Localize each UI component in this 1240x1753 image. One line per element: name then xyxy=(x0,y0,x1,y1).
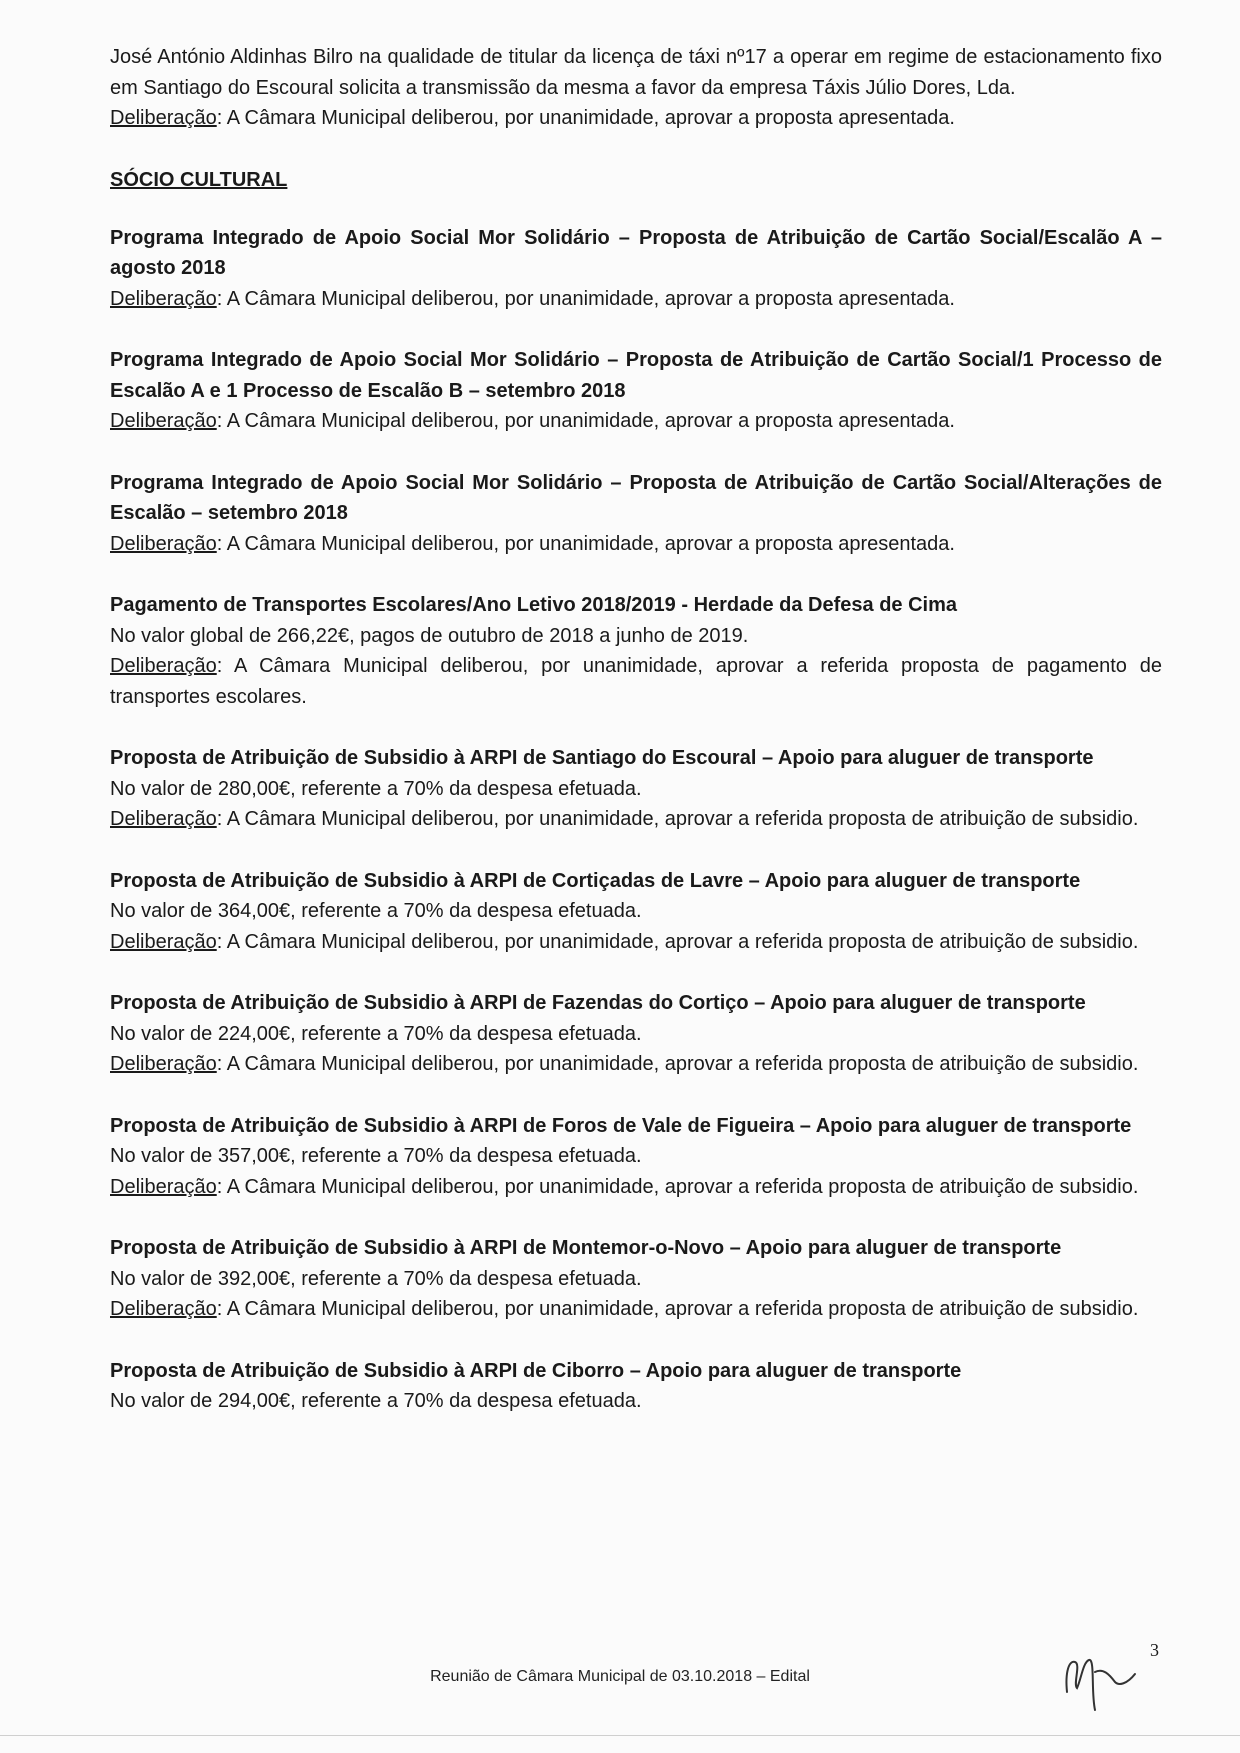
item-title: Programa Integrado de Apoio Social Mor Solidário – Proposta de Atribuição de Cartão Social/Alterações de Escalão – setembro 2018 xyxy=(110,471,1162,524)
deliberation-line xyxy=(110,529,1162,560)
item-title: Proposta de Atribuição de Subsidio à ARPI de Santiago do Escoural – Apoio para aluguer de transporte xyxy=(110,747,1094,769)
item-title: Proposta de Atribuição de Subsidio à ARPI de Montemor-o-Novo – Apoio para aluguer de transporte xyxy=(110,1237,1062,1259)
deliberation-line xyxy=(110,804,1162,835)
item-block xyxy=(110,345,1162,437)
item-value: No valor de 392,00€, referente a 70% da despesa efetuada. xyxy=(110,1267,642,1290)
deliberation-text: : A Câmara Municipal deliberou, por unanimidade, aprovar a proposta apresentada. xyxy=(216,532,955,555)
item-block xyxy=(110,468,1162,560)
deliberation-label: Deliberação xyxy=(110,808,217,830)
deliberation-label: Deliberação xyxy=(110,1298,217,1320)
deliberation-label: Deliberação xyxy=(110,107,217,129)
deliberation-text: : A Câmara Municipal deliberou, por unanimidade, aprovar a referida proposta de atribuição de subsidio. xyxy=(216,1053,1139,1075)
deliberation-text: : A Câmara Municipal deliberou, por unanimidade, aprovar a referida proposta de atribuição de subsidio. xyxy=(216,1298,1139,1320)
item-block xyxy=(110,1233,1162,1325)
item-block xyxy=(110,590,1162,712)
item-block xyxy=(110,988,1162,1080)
item-block xyxy=(110,223,1162,315)
deliberation-text: : A Câmara Municipal deliberou, por unanimidade, aprovar a proposta apresentada. xyxy=(216,410,955,432)
item-value: No valor global de 266,22€, pagos de outubro de 2018 a junho de 2019. xyxy=(110,624,749,647)
item-title: Proposta de Atribuição de Subsidio à ARPI de Ciborro – Apoio para aluguer de transporte xyxy=(110,1359,962,1382)
intro-block xyxy=(110,42,1162,134)
deliberation-line xyxy=(110,1294,1162,1325)
item-value: No valor de 364,00€, referente a 70% da despesa efetuada. xyxy=(110,900,642,922)
item-block xyxy=(110,866,1162,958)
deliberation-label: Deliberação xyxy=(110,655,217,677)
deliberation-line xyxy=(110,1049,1162,1080)
deliberation-label: Deliberação xyxy=(110,1053,217,1075)
deliberation-label: Deliberação xyxy=(110,532,217,555)
deliberation-line xyxy=(110,103,1162,134)
deliberation-line xyxy=(110,406,1162,437)
item-value: No valor de 294,00€, referente a 70% da despesa efetuada. xyxy=(110,1390,642,1412)
item-value: No valor de 280,00€, referente a 70% da despesa efetuada. xyxy=(110,777,642,800)
intro-text: José António Aldinhas Bilro na qualidade de titular da licença de táxi nº17 a operar em regime de estacionamento fixo em Santiago do Escoural solicita a transmissão da mesma a favor da empresa Táxis Júlio Dores, Lda. xyxy=(110,46,1162,99)
deliberation-line xyxy=(110,651,1162,712)
deliberation-text: : A Câmara Municipal deliberou, por unanimidade, aprovar a referida proposta de atribuição de subsidio. xyxy=(216,930,1139,953)
item-title: Programa Integrado de Apoio Social Mor Solidário – Proposta de Atribuição de Cartão Social/Escalão A – agosto 2018 xyxy=(110,226,1162,279)
item-block xyxy=(110,1111,1162,1203)
item-block xyxy=(110,1356,1162,1417)
deliberation-text: : A Câmara Municipal deliberou, por unanimidade, aprovar a referida proposta de atribuição de subsidio. xyxy=(216,1175,1139,1198)
deliberation-line xyxy=(110,927,1162,958)
section-title: SÓCIO CULTURAL xyxy=(110,168,288,191)
document-body xyxy=(110,42,1162,1448)
deliberation-text: : A Câmara Municipal deliberou, por unanimidade, aprovar a referida proposta de atribuição de subsidio. xyxy=(216,808,1139,830)
item-title: Proposta de Atribuição de Subsidio à ARPI de Fazendas do Cortiço – Apoio para aluguer de transporte xyxy=(110,992,1086,1014)
item-title: Programa Integrado de Apoio Social Mor Solidário – Proposta de Atribuição de Cartão Social/1 Processo de Escalão A e 1 Processo de Escalão B – setembro 2018 xyxy=(110,349,1162,402)
item-value: No valor de 224,00€, referente a 70% da despesa efetuada. xyxy=(110,1022,642,1045)
item-title: Proposta de Atribuição de Subsidio à ARPI de Cortiçadas de Lavre – Apoio para aluguer de transporte xyxy=(110,869,1081,892)
deliberation-label: Deliberação xyxy=(110,930,217,953)
deliberation-label: Deliberação xyxy=(110,1175,217,1198)
page-number: 3 xyxy=(1150,1640,1159,1660)
deliberation-text: : A Câmara Municipal deliberou, por unanimidade, aprovar a proposta apresentada. xyxy=(216,107,955,129)
deliberation-label: Deliberação xyxy=(110,410,217,432)
deliberation-line xyxy=(110,284,1162,315)
deliberation-text: : A Câmara Municipal deliberou, por unanimidade, aprovar a referida proposta de pagamento de transportes escolares. xyxy=(110,655,1162,708)
item-title: Pagamento de Transportes Escolares/Ano Letivo 2018/2019 - Herdade da Defesa de Cima xyxy=(110,594,958,616)
deliberation-line xyxy=(110,1172,1162,1203)
deliberation-text: : A Câmara Municipal deliberou, por unanimidade, aprovar a proposta apresentada. xyxy=(216,287,955,310)
scan-edge-line xyxy=(0,1735,1240,1736)
deliberation-label: Deliberação xyxy=(110,287,217,310)
item-value: No valor de 357,00€, referente a 70% da despesa efetuada. xyxy=(110,1145,642,1167)
item-block xyxy=(110,743,1162,835)
item-title: Proposta de Atribuição de Subsidio à ARPI de Foros de Vale de Figueira – Apoio para aluguer de transporte xyxy=(110,1114,1132,1137)
page-footer: Reunião de Câmara Municipal de 03.10.2018 – Edital xyxy=(430,1668,810,1685)
